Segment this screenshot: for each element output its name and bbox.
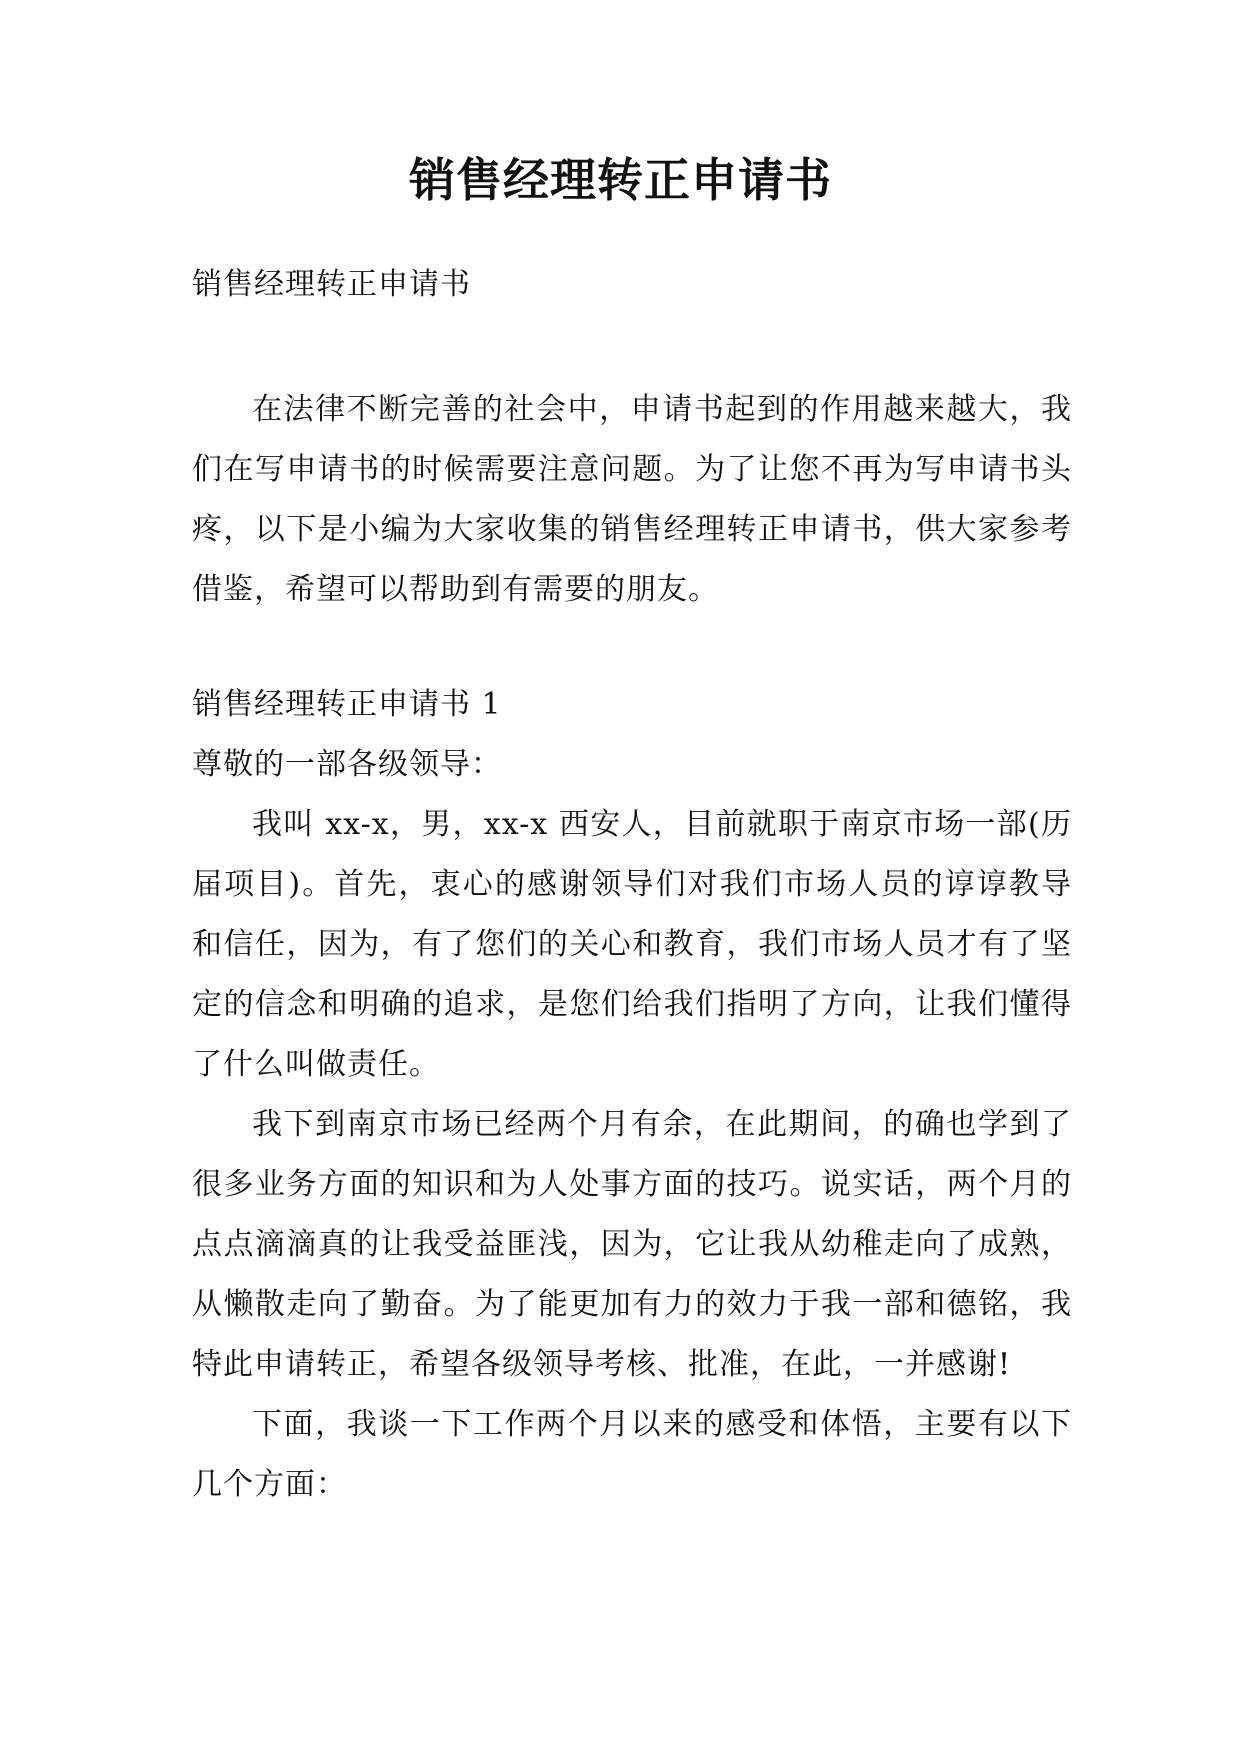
body-paragraph-2: 我下到南京市场已经两个月有余，在此期间，的确也学到了很多业务方面的知识和为人处事方面的技巧。说实话，两个月的点点滴滴真的让我受益匪浅，因为，它让我从幼稚走向了成熟，从懒散走向了勤奋。为了能更加有力的效力于我一部和德铭，我特此申请转正，希望各级领导考核、批准，在此，一并感谢! bbox=[192, 1107, 1072, 1382]
intro-paragraph: 在法律不断完善的社会中，申请书起到的作用越来越大，我们在写申请书的时候需要注意问题。为了让您不再为写申请书头疼，以下是小编为大家收集的销售经理转正申请书，供大家参考借鉴，希望可以帮助到有需要的朋友。 bbox=[192, 392, 1072, 607]
document-body bbox=[192, 255, 1072, 1515]
section-heading: 销售经理转正申请书 1 bbox=[192, 687, 502, 722]
document-subtitle: 销售经理转正申请书 bbox=[192, 267, 471, 302]
body-paragraph-3: 下面，我谈一下工作两个月以来的感受和体悟，主要有以下几个方面： bbox=[192, 1407, 1072, 1502]
body-paragraph-1: 我叫 xx-x，男，xx-x 西安人，目前就职于南京市场一部(历届项目)。首先，衷心的感谢领导们对我们市场人员的谆谆教导和信任，因为，有了您们的关心和教育，我们市场人员才有了坚定的信念和明确的追求，是您们给我们指明了方向，让我们懂得了什么叫做责任。 bbox=[192, 807, 1072, 1082]
salutation: 尊敬的一部各级领导： bbox=[192, 747, 502, 782]
document-title: 销售经理转正申请书 bbox=[409, 153, 832, 207]
